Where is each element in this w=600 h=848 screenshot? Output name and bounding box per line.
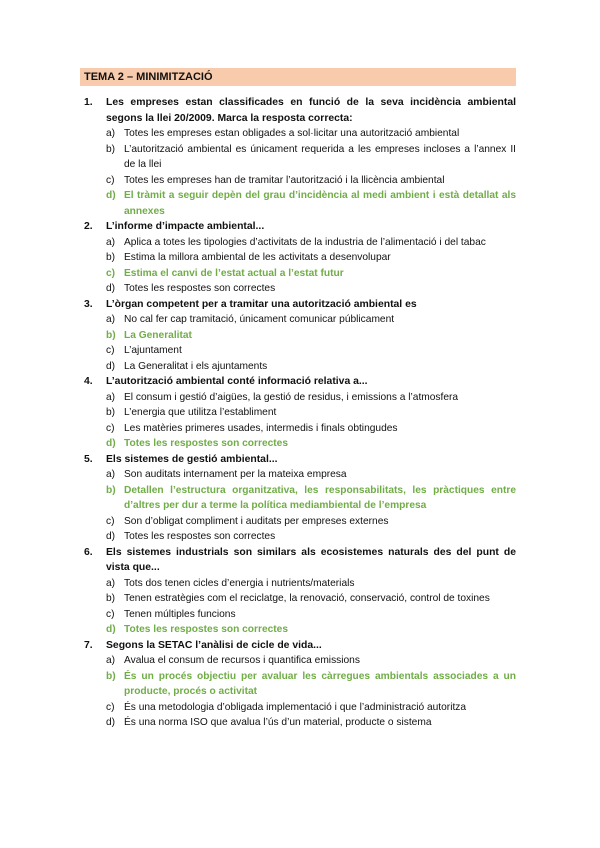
- option-text: L’autorització ambiental es únicament requerida a les empreses incloses a l’annex II de la llei: [124, 143, 516, 170]
- answer-option-correct: [84, 669, 516, 700]
- question-stem: [84, 638, 516, 654]
- option-letter: b): [106, 143, 116, 155]
- answer-option: [84, 343, 516, 359]
- option-letter: c): [106, 267, 116, 279]
- option-text: Totes les empreses estan obligades a sol·licitar una autorització ambiental: [124, 128, 460, 139]
- answer-option: [84, 591, 516, 607]
- question-text: Les empreses estan classificades en funció de la seva incidència ambiental segons la llei 20/2009. Marca la resposta correcta:: [106, 97, 516, 124]
- answer-option-correct: [84, 483, 516, 514]
- option-text: La Generalitat: [124, 329, 192, 341]
- option-letter: d): [106, 531, 116, 542]
- option-letter: b): [106, 484, 116, 496]
- answer-option: [84, 467, 516, 483]
- answer-option: [84, 700, 516, 716]
- question-number: 3.: [84, 298, 93, 310]
- answer-option: [84, 312, 516, 328]
- option-letter: c): [106, 701, 115, 713]
- option-text: Totes les respostes son correctes: [124, 438, 289, 449]
- question-5: [84, 452, 516, 545]
- answer-option: [84, 126, 516, 142]
- option-text: Aplica a totes les tipologies d’activitats de la industria de l’alimentació i del tabac: [124, 236, 486, 248]
- option-text: Estima el canvi de l’estat actual a l’estat futur: [124, 267, 344, 279]
- option-text: Tenen estratègies com el reciclatge, la renovació, conservació, control de toxines: [124, 593, 490, 604]
- answer-option-correct: [84, 266, 516, 282]
- option-letter: c): [106, 422, 115, 434]
- option-text: És una metodologia d’obligada implementació i que l’administració autoritza: [124, 701, 467, 713]
- option-letter: d): [106, 360, 116, 372]
- answer-option-correct: [84, 188, 516, 219]
- question-text: L’autorització ambiental conté informació relativa a...: [106, 376, 368, 387]
- question-stem: [84, 219, 516, 235]
- question-number: 1.: [84, 97, 93, 108]
- option-text: L’energia que utilitza l’establiment: [124, 407, 277, 418]
- option-letter: c): [106, 608, 115, 620]
- question-stem: [84, 374, 516, 390]
- question-number: 7.: [84, 639, 93, 651]
- option-letter: b): [106, 593, 116, 604]
- option-text: Estima la millora ambiental de les activitats a desenvolupar: [124, 252, 391, 263]
- option-text: Les matèries primeres usades, intermedis i finals obtingudes: [124, 422, 398, 434]
- answer-option-correct: [84, 436, 516, 452]
- answer-option-correct: [84, 622, 516, 638]
- answer-option: [84, 529, 516, 545]
- question-stem: [84, 95, 516, 126]
- option-letter: d): [106, 624, 116, 635]
- option-text: Totes les empreses han de tramitar l’autorització i la llicència ambiental: [124, 174, 445, 186]
- option-text: No cal fer cap tramitació, únicament comunicar públicament: [124, 314, 395, 325]
- question-text: L’informe d’impacte ambiental...: [106, 221, 265, 232]
- option-letter: d): [106, 438, 116, 449]
- question-1: [84, 95, 516, 219]
- option-letter: a): [106, 577, 116, 589]
- question-number: 4.: [84, 376, 93, 387]
- option-letter: d): [106, 717, 116, 728]
- option-text: El consum i gestió d’aigües, la gestió de residus, i emissions a l’atmosfera: [124, 391, 459, 403]
- answer-option: [84, 607, 516, 623]
- question-6: [84, 545, 516, 638]
- option-letter: b): [106, 670, 116, 682]
- answer-option: [84, 390, 516, 406]
- option-letter: a): [106, 655, 116, 666]
- answer-option: [84, 142, 516, 173]
- option-text: Tenen múltiples funcions: [124, 608, 236, 620]
- question-2: [84, 219, 516, 297]
- question-stem: [84, 452, 516, 468]
- question-4: [84, 374, 516, 452]
- option-letter: c): [106, 515, 115, 527]
- option-text: Detallen l’estructura organitzativa, les responsabilitats, les pràctiques entre d’altres per dur a terme la política mediambiental de l’empresa: [124, 484, 516, 511]
- option-text: L’ajuntament: [124, 345, 182, 356]
- question-stem: [84, 545, 516, 576]
- question-number: 5.: [84, 453, 93, 465]
- question-number: 2.: [84, 221, 93, 232]
- option-letter: a): [106, 128, 116, 139]
- answer-option: [84, 421, 516, 437]
- option-letter: b): [106, 252, 116, 263]
- answer-option: [84, 359, 516, 375]
- option-text: Avalua el consum de recursos i quantifica emissions: [124, 655, 360, 666]
- answer-option: [84, 576, 516, 592]
- question-text: L’òrgan competent per a tramitar una autorització ambiental es: [106, 298, 417, 310]
- answer-option: [84, 653, 516, 669]
- option-letter: a): [106, 236, 116, 248]
- answer-option: [84, 235, 516, 251]
- option-letter: c): [106, 174, 115, 186]
- question-number: 6.: [84, 546, 93, 558]
- option-text: Tots dos tenen cicles d’energia i nutrients/materials: [124, 577, 355, 589]
- option-text: És una norma ISO que avalua l’ús d’un material, producte o sistema: [124, 717, 432, 728]
- answer-option: [84, 405, 516, 421]
- option-text: Totes les respostes son correctes: [124, 624, 289, 635]
- answer-option: [84, 715, 516, 731]
- answer-option: [84, 173, 516, 189]
- option-text: Totes les respostes son correctes: [124, 531, 276, 542]
- answer-option: [84, 514, 516, 530]
- option-text: La Generalitat i els ajuntaments: [124, 360, 268, 372]
- option-text: Son d’obligat compliment i auditats per empreses externes: [124, 515, 389, 527]
- question-text: Els sistemes industrials son similars als ecosistemes naturals des del punt de vista que...: [106, 546, 516, 573]
- option-text: Son auditats internament per la mateixa empresa: [124, 469, 347, 480]
- option-letter: d): [106, 190, 116, 201]
- option-letter: d): [106, 283, 116, 294]
- question-text: Els sistemes de gestió ambiental...: [106, 453, 278, 465]
- option-text: És un procés objectiu per avaluar les càrregues ambientals associades a un producte, procés o activitat: [124, 670, 516, 697]
- question-stem: [84, 297, 516, 313]
- option-letter: a): [106, 469, 116, 480]
- option-letter: a): [106, 314, 116, 325]
- option-letter: b): [106, 329, 116, 341]
- option-text: Totes les respostes son correctes: [124, 283, 276, 294]
- option-letter: b): [106, 407, 116, 418]
- option-text: El tràmit a seguir depèn del grau d’incidència al medi ambient i està detallat als annexes: [124, 190, 516, 217]
- question-3: [84, 297, 516, 375]
- option-letter: a): [106, 391, 116, 403]
- question-text: Segons la SETAC l’anàlisi de cicle de vida...: [106, 639, 322, 651]
- answer-option: [84, 281, 516, 297]
- answer-option: [84, 250, 516, 266]
- question-list: [84, 95, 516, 731]
- answer-option-correct: [84, 328, 516, 344]
- section-title: TEMA 2 – MINIMITZACIÓ: [80, 68, 516, 86]
- option-letter: c): [106, 345, 115, 356]
- question-7: [84, 638, 516, 731]
